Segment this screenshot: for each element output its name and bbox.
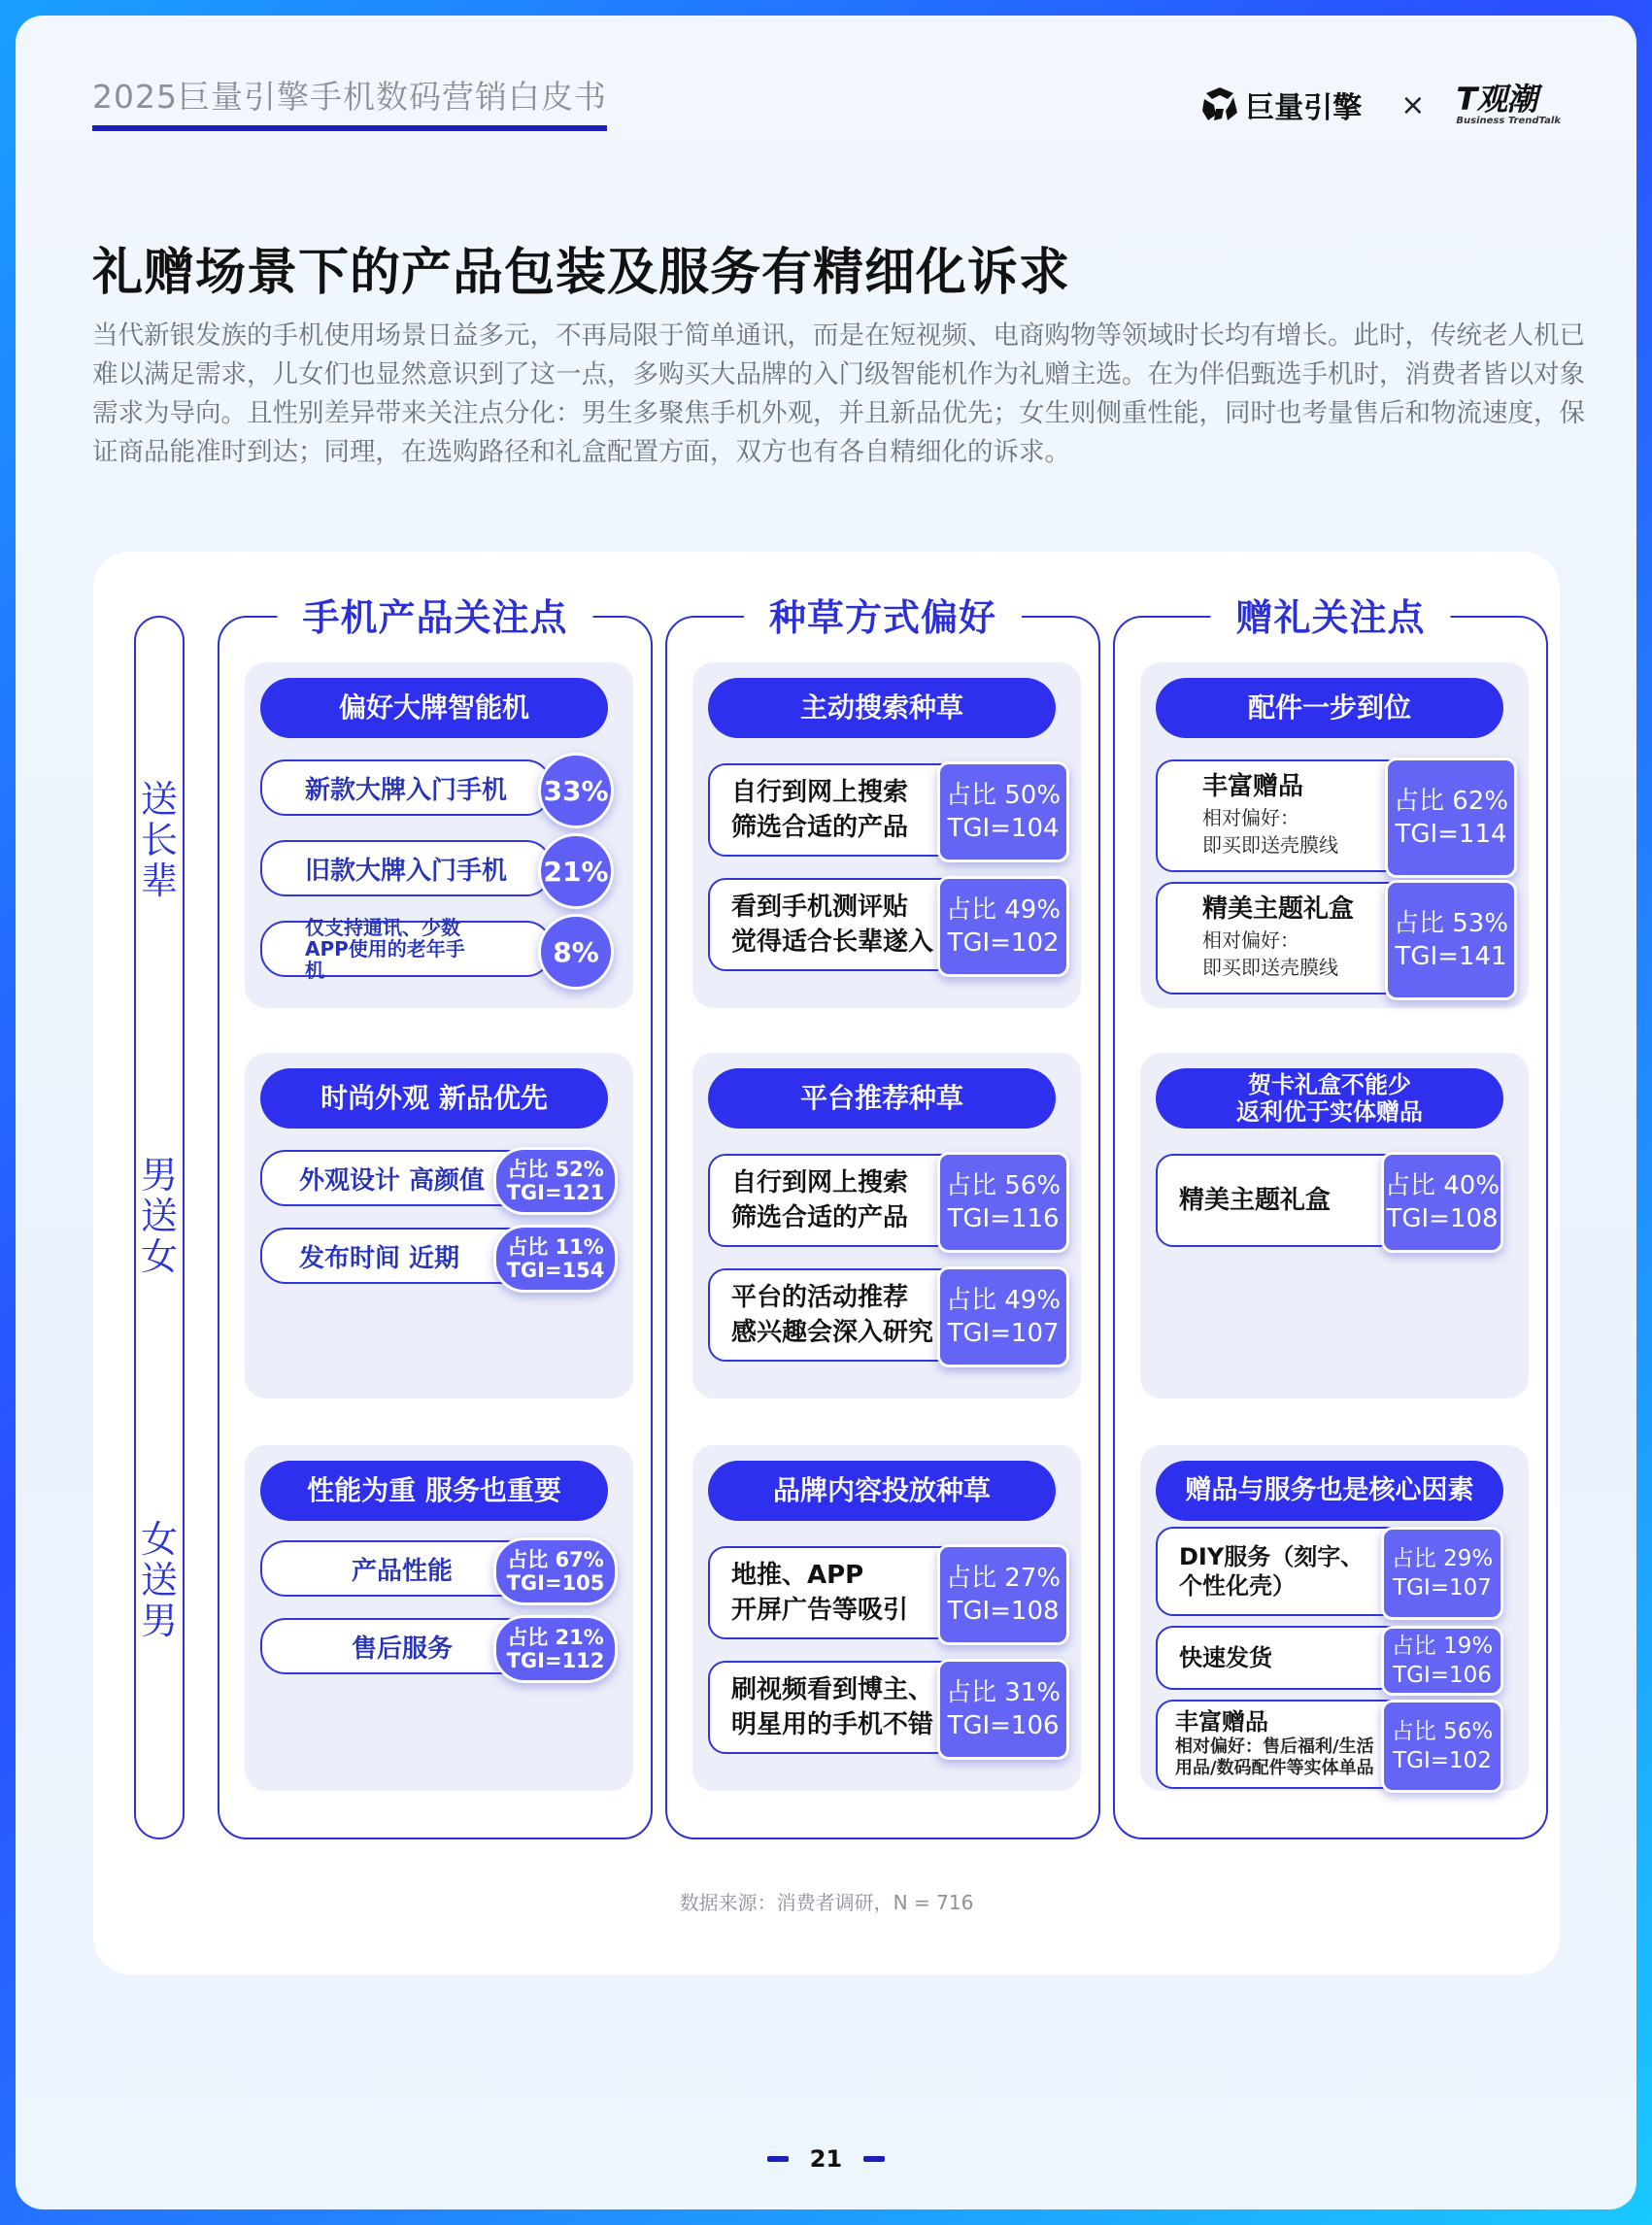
list-item: 产品性能 bbox=[260, 1540, 552, 1597]
logo-tt-main: T观潮 bbox=[1456, 81, 1537, 118]
cell-gift-men-to-women bbox=[1140, 1053, 1529, 1399]
list-item: 精美主题礼盒 相对偏好： 即买即送壳膜线 占比 53% TGI=141 bbox=[1156, 882, 1505, 995]
row-label-women-to-men: 女 送 男 bbox=[140, 1518, 178, 1642]
partner-logos bbox=[1200, 76, 1561, 134]
share-badge: 占比 11% TGI=154 bbox=[493, 1225, 618, 1293]
page-number-dash-left bbox=[767, 2156, 789, 2162]
cell-seeding-men-to-women bbox=[692, 1053, 1081, 1399]
share-badge: 占比 67% TGI=105 bbox=[493, 1537, 618, 1605]
row-label-elders: 送 长 辈 bbox=[140, 778, 178, 902]
list-item: 自行到网上搜索 筛选合适的产品 占比 56% TGI=116 bbox=[708, 1154, 1058, 1247]
list-item: 地推、APP 开屏广告等吸引 占比 27% TGI=108 bbox=[708, 1546, 1058, 1639]
cell-gift-women-to-men bbox=[1140, 1445, 1529, 1791]
cell-pill: 品牌内容投放种草 bbox=[708, 1461, 1056, 1521]
cell-pill: 性能为重 服务也重要 bbox=[260, 1461, 608, 1521]
list-item: 旧款大牌入门手机 bbox=[260, 840, 552, 896]
list-item: 刷视频看到博主、 明星用的手机不错 占比 31% TGI=106 bbox=[708, 1661, 1058, 1754]
page-number-dash-right bbox=[863, 2156, 885, 2162]
cell-seeding-women-to-men bbox=[692, 1445, 1081, 1791]
content-panel bbox=[93, 552, 1560, 1974]
list-item: 快速发货 占比 19% TGI=106 bbox=[1156, 1626, 1490, 1690]
cell-product-men-to-women bbox=[245, 1053, 633, 1399]
value-badge: 8% bbox=[538, 914, 614, 990]
data-source-note: 数据来源：消费者调研，N = 716 bbox=[679, 1891, 974, 1914]
list-item: 仅支持通讯、少数APP使用的老年手机 bbox=[260, 921, 552, 977]
list-item: 外观设计 高颜值 bbox=[260, 1150, 552, 1206]
column-title: 手机产品关注点 bbox=[277, 590, 592, 645]
share-badge: 占比 50% TGI=104 bbox=[937, 761, 1069, 862]
cell-seeding-elders bbox=[692, 662, 1081, 1008]
column-seeding-preference bbox=[665, 596, 1100, 1839]
intro-paragraph: 当代新银发族的手机使用场景日益多元，不再局限于简单通讯，而是在短视频、电商购物等领域时长均有增长。此时，传统老人机已难以满足需求，儿女们也显然意识到了这一点，多购买大品牌的入门级智能机作为礼赠主选。在为伴侣甄选手机时，消费者皆以对象需求为导向。且性别差异带来关注点分化：男生多聚焦手机外观，并且新品优先；女生则侧重性能，同时也考量售后和物流速度，保证商品能准时到达；同理，在选购路径和礼盒配置方面，双方也有各自精细化的诉求。 bbox=[92, 320, 1585, 467]
share-badge: 占比 29% TGI=107 bbox=[1381, 1527, 1503, 1620]
list-item: DIY服务（刻字、 个性化壳） 占比 29% TGI=107 bbox=[1156, 1527, 1490, 1616]
page-number bbox=[16, 2145, 1636, 2173]
cell-pill: 偏好大牌智能机 bbox=[260, 678, 608, 738]
share-badge: 占比 56% TGI=102 bbox=[1381, 1700, 1503, 1793]
share-badge: 占比 27% TGI=108 bbox=[937, 1544, 1069, 1645]
list-item: 发布时间 近期 bbox=[260, 1228, 552, 1284]
share-badge: 占比 49% TGI=107 bbox=[937, 1266, 1069, 1367]
share-badge: 占比 62% TGI=114 bbox=[1385, 758, 1517, 878]
logo-trendtalk bbox=[1456, 81, 1561, 126]
page-headline: 礼赠场景下的产品包装及服务有精细化诉求 bbox=[92, 244, 1071, 302]
cell-pill: 平台推荐种草 bbox=[708, 1068, 1056, 1129]
cell-pill: 贺卡礼盒不能少 返利优于实体赠品 bbox=[1156, 1068, 1503, 1129]
cell-pill: 时尚外观 新品优先 bbox=[260, 1068, 608, 1129]
column-title: 赠礼关注点 bbox=[1210, 590, 1450, 645]
cell-pill: 配件一步到位 bbox=[1156, 678, 1503, 738]
cell-product-elders bbox=[245, 662, 633, 1008]
column-product-focus bbox=[218, 596, 653, 1839]
list-item: 售后服务 bbox=[260, 1618, 552, 1674]
value-badge: 21% bbox=[538, 833, 614, 909]
list-item: 看到手机测评贴 觉得适合长辈遂入 占比 49% TGI=102 bbox=[708, 878, 1058, 971]
cell-gift-elders bbox=[1140, 662, 1529, 1008]
share-badge: 占比 52% TGI=121 bbox=[493, 1147, 618, 1215]
cell-product-women-to-men bbox=[245, 1445, 633, 1791]
list-item: 自行到网上搜索 筛选合适的产品 占比 50% TGI=104 bbox=[708, 763, 1058, 857]
list-item: 丰富赠品 相对偏好： 即买即送壳膜线 占比 62% TGI=114 bbox=[1156, 759, 1505, 872]
value-badge: 33% bbox=[538, 753, 614, 828]
juliang-logo-icon bbox=[1200, 85, 1239, 124]
list-item: 平台的活动推荐 感兴趣会深入研究 占比 49% TGI=107 bbox=[708, 1268, 1058, 1362]
list-item: 新款大牌入门手机 bbox=[260, 759, 552, 816]
share-badge: 占比 56% TGI=116 bbox=[937, 1152, 1069, 1253]
row-labels bbox=[134, 616, 185, 1839]
share-badge: 占比 31% TGI=106 bbox=[937, 1659, 1069, 1760]
logo-separator: × bbox=[1400, 87, 1426, 122]
row-label-men-to-women: 男 送 女 bbox=[140, 1154, 178, 1278]
logo-juliang-text: 巨量引擎 bbox=[1245, 91, 1363, 125]
logo-juliang bbox=[1200, 84, 1362, 126]
list-item: 丰富赠品 相对偏好：售后福利/生活 用品/数码配件等实体单品 占比 56% TGI=102 bbox=[1156, 1700, 1490, 1789]
page-number-text: 21 bbox=[809, 2145, 843, 2173]
column-title: 种草方式偏好 bbox=[744, 590, 1022, 645]
share-badge: 占比 53% TGI=141 bbox=[1385, 880, 1517, 1000]
cell-pill: 赠品与服务也是核心因素 bbox=[1156, 1461, 1503, 1521]
share-badge: 占比 40% TGI=108 bbox=[1381, 1152, 1503, 1253]
logo-tt-sub: Business TrendTalk bbox=[1456, 116, 1561, 126]
page bbox=[16, 16, 1636, 2209]
doc-title: 2025巨量引擎手机数码营销白皮书 bbox=[92, 72, 607, 131]
share-badge: 占比 49% TGI=102 bbox=[937, 876, 1069, 977]
cell-pill: 主动搜索种草 bbox=[708, 678, 1056, 738]
list-item: 精美主题礼盒 占比 40% TGI=108 bbox=[1156, 1154, 1490, 1247]
share-badge: 占比 19% TGI=106 bbox=[1381, 1626, 1503, 1696]
share-badge: 占比 21% TGI=112 bbox=[493, 1615, 618, 1683]
column-gift-focus bbox=[1113, 596, 1548, 1839]
